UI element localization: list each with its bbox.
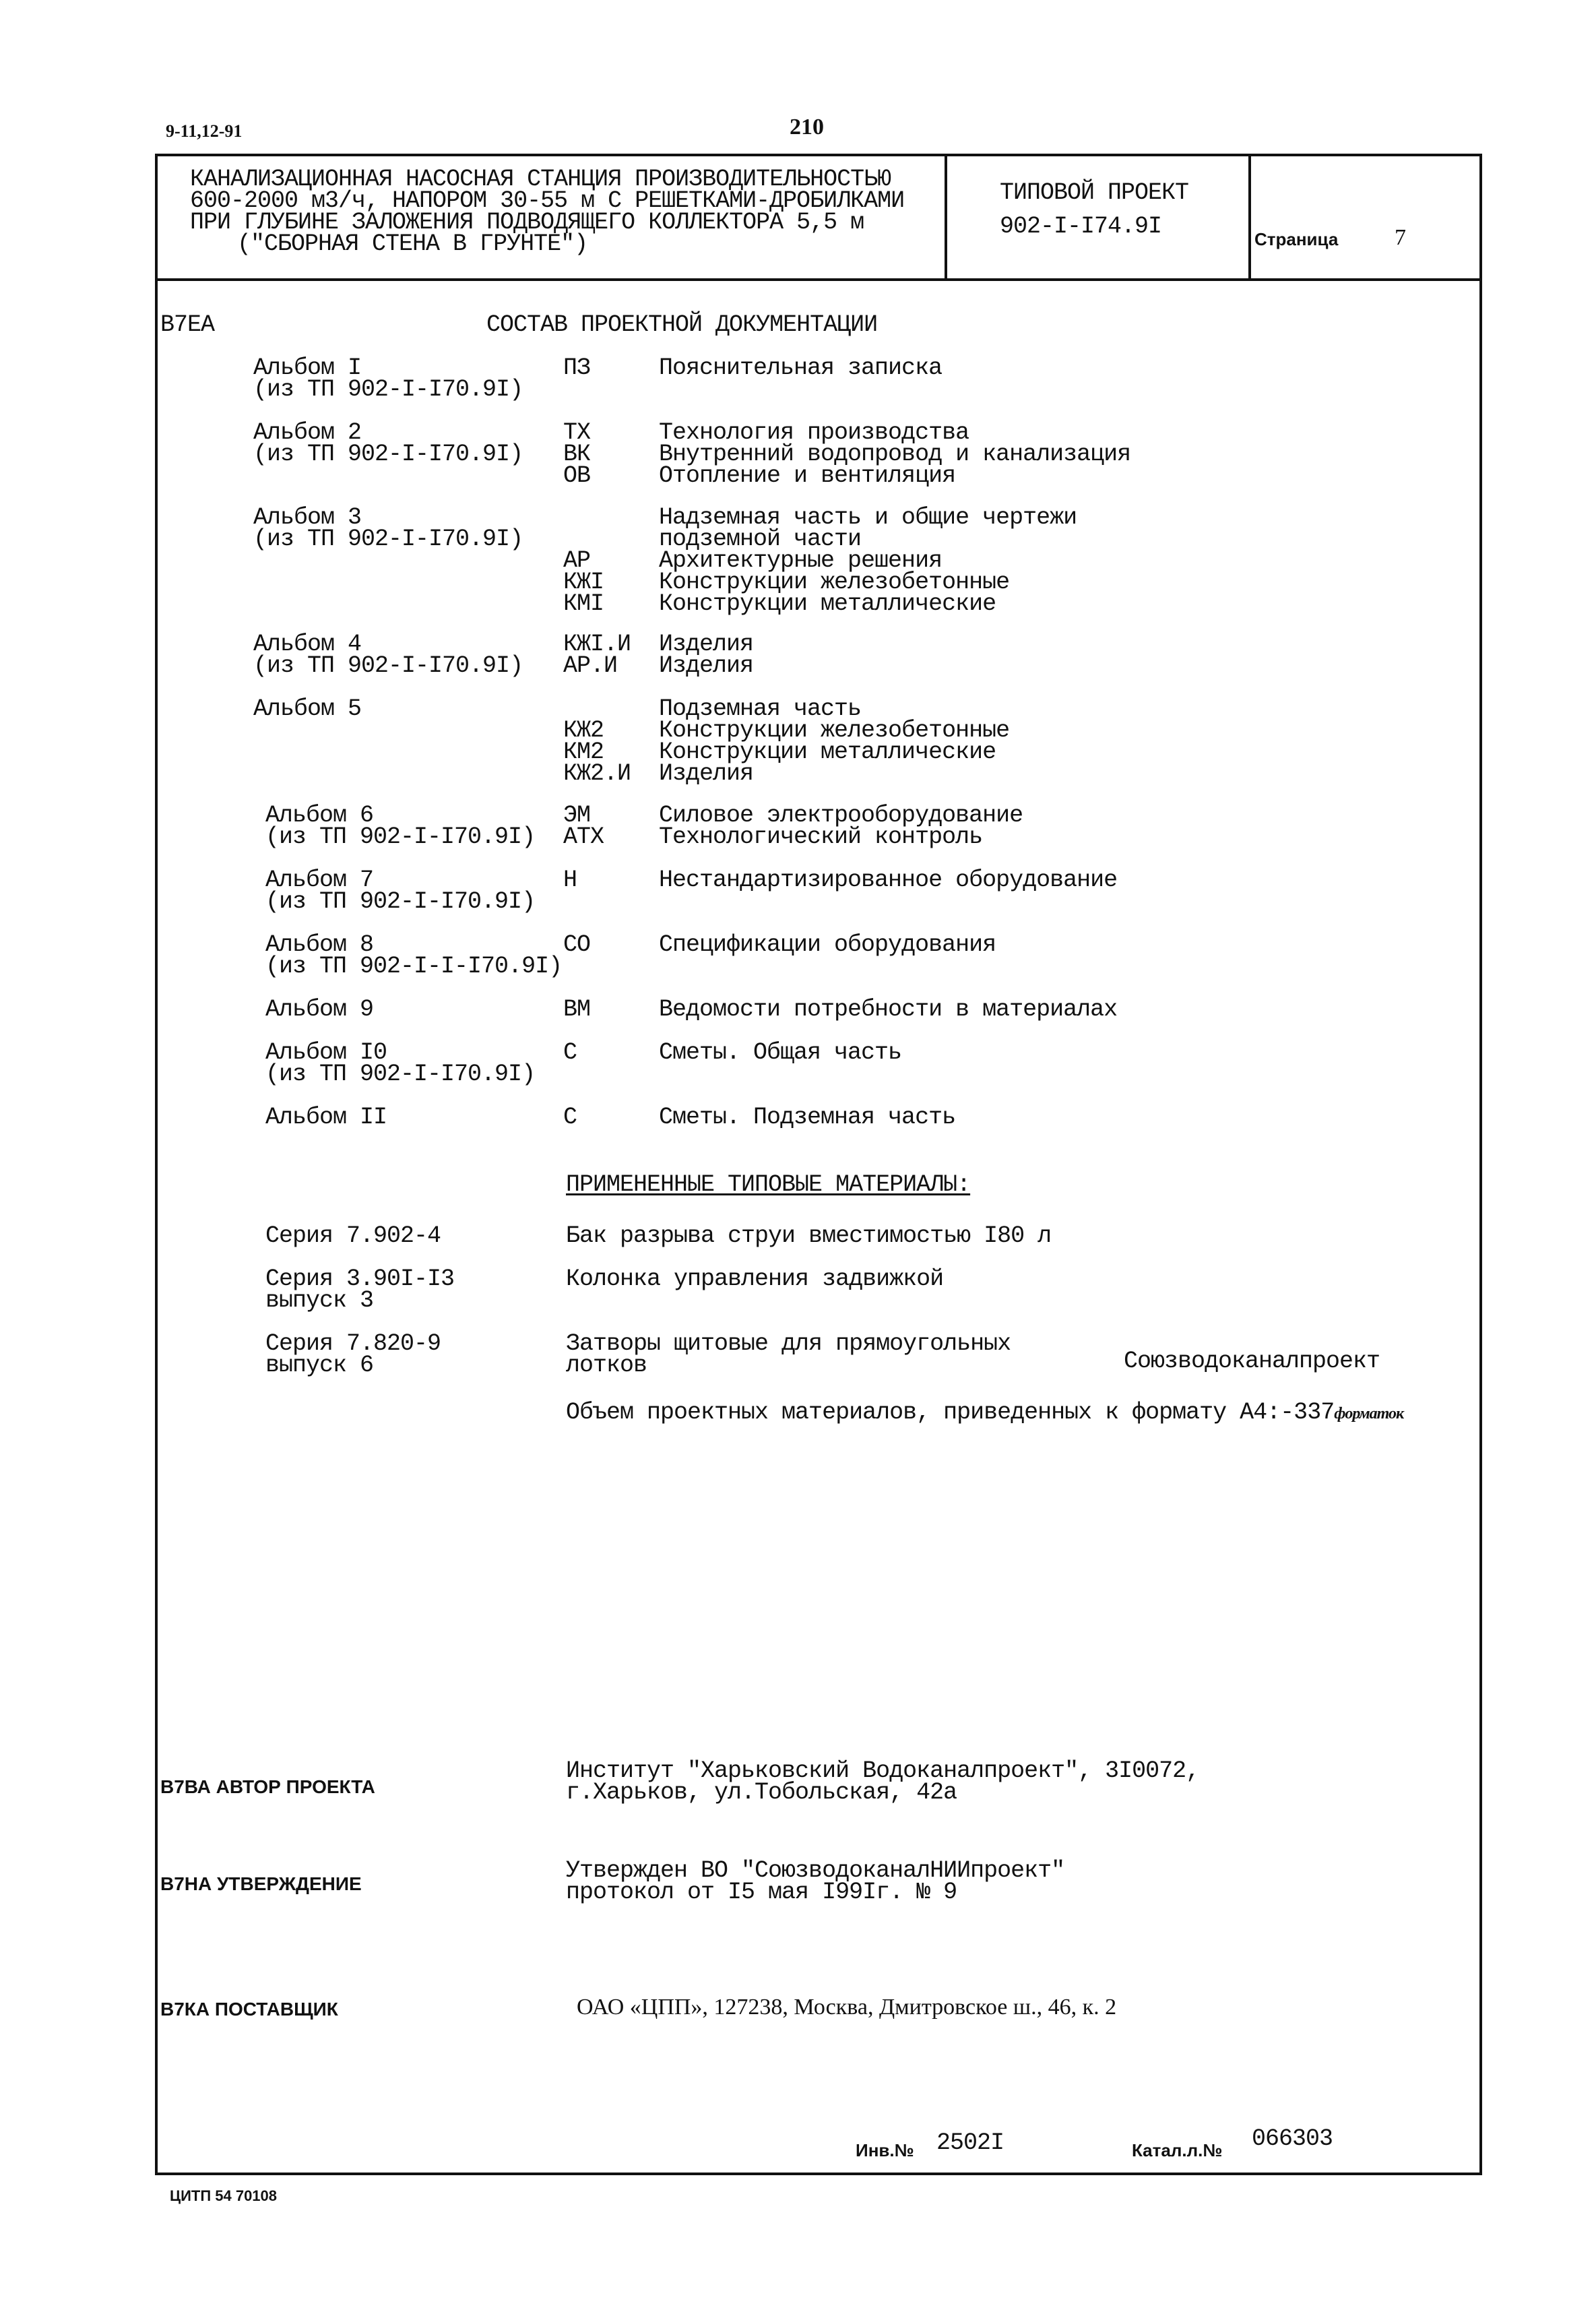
series-name [265, 1330, 441, 1379]
inventory-value: 2502I [936, 2129, 1004, 2156]
album-titles-line: Надземная часть и общие чертежи [659, 504, 1077, 531]
album-titles [659, 354, 943, 381]
album-codes-line: ВК [563, 441, 591, 468]
album-name-line: Альбом 4 [253, 631, 362, 658]
composition-heading: СОСТАВ ПРОЕКТНОЙ ДОКУМЕНТАЦИИ [486, 311, 878, 338]
album-titles [659, 996, 1118, 1023]
header-col-divider-2 [1248, 154, 1251, 280]
header-col-divider-1 [945, 154, 947, 280]
album-codes-line: Н [563, 867, 577, 894]
series-title-line: Колонка управления задвижкой [566, 1266, 944, 1292]
album-codes-line: КЖ2 [563, 717, 604, 744]
catalog-label: Катал.л.№ [1132, 2140, 1223, 2160]
album-titles [659, 633, 753, 677]
page-value: 7 [1395, 225, 1406, 250]
series-title-line: Бак разрыва струи вместимостью I80 л [566, 1222, 1052, 1249]
album-name-line: Альбом 9 [265, 996, 374, 1023]
album-name-line: (из ТП 902-I-I70.9I) [265, 888, 536, 915]
album-titles [659, 802, 1023, 850]
album-name-line: (из ТП 902-I-I70.9I) [253, 652, 523, 679]
supplier-label: В7КА ПОСТАВЩИК [160, 1999, 338, 2020]
album-titles-line: Ведомости потребности в материалах [659, 996, 1118, 1023]
project-type: ТИПОВОЙ ПРОЕКТ [1000, 179, 1189, 206]
series-title-line: Затворы щитовые для прямоугольных [566, 1330, 1011, 1357]
album-codes-line [563, 507, 604, 528]
album-name [265, 802, 536, 850]
section-code: B7EA [160, 311, 215, 338]
album-codes [563, 419, 591, 489]
album-codes [563, 1104, 577, 1131]
album-titles-line: Изделия [659, 760, 754, 787]
album-name-line: Альбом I [253, 354, 362, 381]
series-title [566, 1222, 1052, 1249]
album-codes-line: ТХ [563, 419, 591, 446]
album-titles [659, 1039, 902, 1066]
album-codes-line: КЖI.И [563, 631, 631, 658]
album-titles-line: Изделия [659, 631, 754, 658]
album-titles-line: Внутренний водопровод и канализация [659, 441, 1131, 468]
album-titles-line: Изделия [659, 652, 754, 679]
album-titles-line: подземной части [659, 526, 862, 553]
album-titles [659, 1104, 956, 1131]
album-codes-line: С [563, 1039, 577, 1066]
album-codes-line: ПЗ [563, 354, 591, 381]
album-titles-line: Отопление и вентиляция [659, 462, 956, 489]
volume-text: Объем проектных материалов, приведенных к формату А4:-337форматок [566, 1399, 1404, 1426]
album-codes-line: КМ2 [563, 739, 604, 766]
author-text: Институт "Харьковский Водоканалпроект", 3I0072, г.Харьков, ул.Тобольская, 42а [566, 1757, 1200, 1806]
album-titles-line: Конструкции железобетонные [659, 569, 1010, 596]
album-name [265, 931, 563, 980]
catalog-value: 066303 [1252, 2125, 1333, 2152]
album-codes-line: КЖI [563, 569, 604, 596]
album-name-line: (из ТП 902-I-I-I70.9I) [265, 953, 563, 980]
album-name-line: Альбом 3 [253, 504, 362, 531]
album-name [253, 633, 523, 677]
album-name [253, 419, 523, 468]
project-title: КАНАЛИЗАЦИОННАЯ НАСОСНАЯ СТАНЦИЯ ПРОИЗВОДИТЕЛЬНОСТЬЮ 600-2000 м3/ч, НАПОРОМ 30-55 м С РЕШЕТКАМИ-ДРОБИЛКАМИ ПРИ ГЛУБИНЕ ЗАЛОЖЕНИЯ ПОДВОДЯЩЕГО КОЛЛЕКТОРА 5,5 м ("СБОРНАЯ СТЕНА В ГРУНТЕ") [190, 166, 905, 257]
album-titles-line: Конструкции металлические [659, 590, 996, 617]
album-name-line: Альбом II [265, 1104, 387, 1131]
album-codes [563, 633, 631, 677]
series-name [265, 1266, 455, 1314]
album-codes [563, 867, 577, 894]
album-codes [563, 507, 604, 615]
approval-label: В7НА УТВЕРЖДЕНИЕ [160, 1873, 362, 1894]
album-titles [659, 695, 1010, 787]
album-name-line: (из ТП 902-I-I70.9I) [253, 376, 523, 403]
album-codes-line: КЖ2.И [563, 760, 631, 787]
album-name [253, 354, 523, 403]
album-name-line: Альбом 2 [253, 419, 362, 446]
album-titles [659, 931, 996, 958]
album-codes [563, 354, 591, 381]
album-codes-line: АТХ [563, 823, 604, 850]
album-codes [563, 698, 631, 787]
album-codes-line: ОВ [563, 462, 591, 489]
header-divider [155, 278, 1482, 281]
series-name-line: выпуск 6 [265, 1352, 374, 1379]
document-code: 9-11,12-91 [166, 121, 243, 141]
album-codes-line: СО [563, 931, 591, 958]
album-titles-line: Спецификации оборудования [659, 931, 996, 958]
series-name-line: Серия 7.902-4 [265, 1222, 441, 1249]
album-titles [659, 504, 1077, 617]
album-titles-line: Нестандартизированное оборудование [659, 867, 1118, 894]
album-titles-line: Сметы. Общая часть [659, 1039, 902, 1066]
series-title [566, 1330, 1011, 1379]
album-codes-line: КМI [563, 590, 604, 617]
album-codes-line: АР [563, 547, 591, 574]
album-titles-line: Архитектурные решения [659, 547, 943, 574]
album-name [265, 996, 374, 1023]
series-name-line: выпуск 3 [265, 1287, 374, 1314]
album-titles-line: Силовое электрооборудование [659, 802, 1023, 829]
album-codes [563, 931, 591, 958]
album-name-line: Альбом 7 [265, 867, 374, 894]
album-titles-line: Пояснительная записка [659, 354, 943, 381]
author-label: В7ВА АВТОР ПРОЕКТА [160, 1776, 375, 1797]
album-titles-line: Технологический контроль [659, 823, 983, 850]
album-name-line: Альбом 6 [265, 802, 374, 829]
album-codes-line: ВМ [563, 996, 591, 1023]
album-codes-line: ЭМ [563, 802, 591, 829]
album-name [265, 1104, 387, 1131]
album-titles [659, 419, 1131, 489]
page-label: Страница [1254, 229, 1339, 249]
series-name-line: Серия 3.90I-I3 [265, 1266, 455, 1292]
album-titles-line: Сметы. Подземная часть [659, 1104, 956, 1131]
album-codes-line: С [563, 1104, 577, 1131]
album-name [253, 504, 523, 553]
album-name-line: (из ТП 902-I-I70.9I) [265, 1061, 536, 1088]
album-name-line: (из ТП 902-I-I70.9I) [265, 823, 536, 850]
album-name-line: Альбом I0 [265, 1039, 387, 1066]
album-titles-line: Технология производства [659, 419, 969, 446]
series-name [265, 1222, 441, 1249]
applied-heading: ПРИМЕНЕННЫЕ ТИПОВЫЕ МАТЕРИАЛЫ: [566, 1171, 971, 1198]
album-codes [563, 996, 591, 1023]
series-title [566, 1268, 943, 1290]
organization-name: Союзводоканалпроект [1124, 1348, 1380, 1375]
page-number: 210 [790, 115, 824, 139]
album-codes [563, 1039, 577, 1066]
project-number: 902-I-I74.9I [1000, 213, 1162, 240]
album-name-line: (из ТП 902-I-I70.9I) [253, 441, 523, 468]
album-codes [563, 802, 604, 850]
inventory-label: Инв.№ [856, 2140, 914, 2160]
album-name-line: (из ТП 902-I-I70.9I) [253, 526, 523, 553]
album-name [265, 867, 536, 915]
album-name [253, 695, 362, 722]
print-code: ЦИТП 54 70108 [170, 2187, 278, 2204]
series-title-line: лотков [566, 1352, 647, 1379]
album-name-line: Альбом 8 [265, 931, 374, 958]
album-name-line: Альбом 5 [253, 695, 362, 722]
album-titles [659, 867, 1118, 894]
album-name [265, 1039, 536, 1088]
approval-text: Утвержден ВО "СоюзводоканалНИИпроект" протокол от I5 мая I99Iг. № 9 [566, 1857, 1065, 1906]
series-name-line: Серия 7.820-9 [265, 1330, 441, 1357]
album-codes-line: АР.И [563, 652, 618, 679]
album-titles-line: Конструкции железобетонные [659, 717, 1010, 744]
album-titles-line: Конструкции металлические [659, 739, 996, 766]
supplier-text: ОАО «ЦПП», 127238, Москва, Дмитровское ш., 46, к. 2 [577, 1995, 1117, 2020]
album-titles-line: Подземная часть [659, 695, 862, 722]
